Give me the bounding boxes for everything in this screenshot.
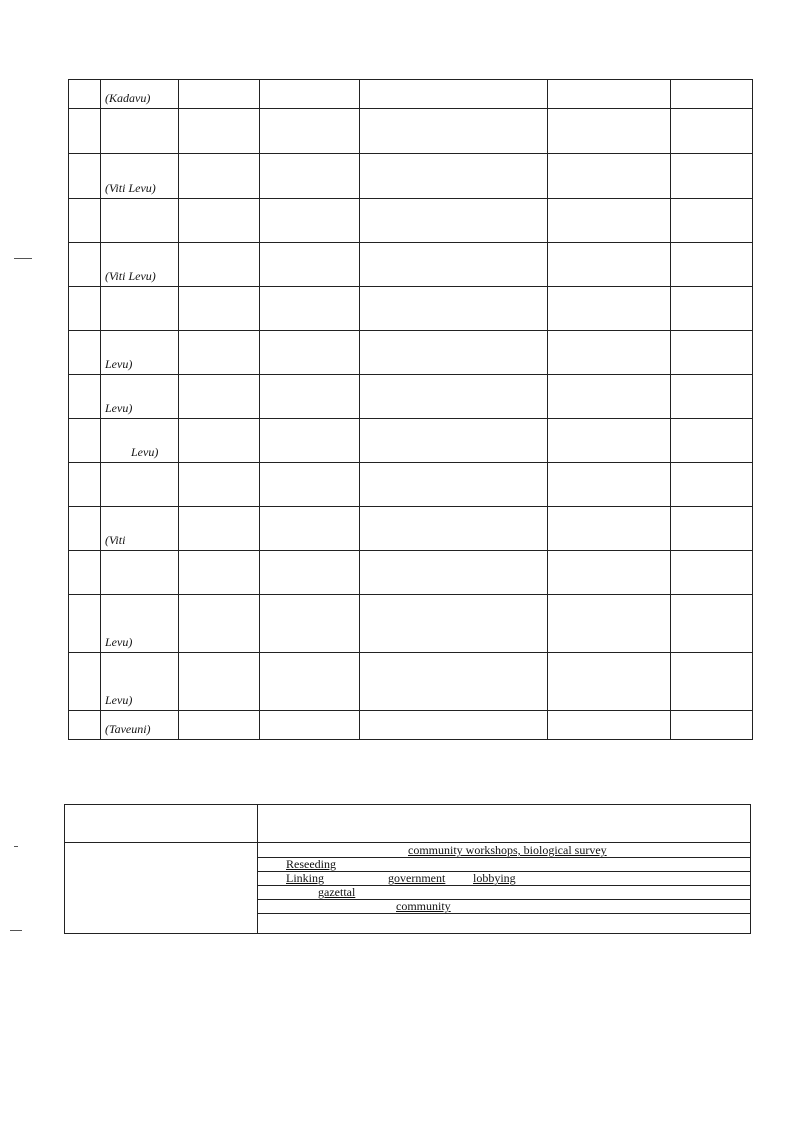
table-cell xyxy=(548,80,671,109)
table-cell xyxy=(260,375,360,419)
table-row xyxy=(69,463,753,507)
table-cell xyxy=(360,507,548,551)
lower-table xyxy=(64,804,751,934)
line-word: government xyxy=(388,871,446,885)
table-cell xyxy=(69,375,101,419)
table-row xyxy=(69,507,753,551)
location-cell xyxy=(101,243,179,287)
location-label: Levu) xyxy=(105,357,133,371)
table-cell xyxy=(69,507,101,551)
line-word: Reseeding xyxy=(286,857,336,871)
location-cell xyxy=(101,419,179,463)
table-cell xyxy=(179,331,260,375)
location-cell xyxy=(101,375,179,419)
table-cell xyxy=(671,80,753,109)
table-row xyxy=(69,551,753,595)
table-cell xyxy=(548,595,671,653)
table-cell xyxy=(69,551,101,595)
table-cell xyxy=(671,243,753,287)
table-cell xyxy=(179,711,260,740)
margin-mark xyxy=(14,846,18,847)
table-cell xyxy=(548,463,671,507)
table-cell xyxy=(548,551,671,595)
line-word: gazettal xyxy=(318,885,356,899)
table-cell xyxy=(671,595,753,653)
text-line xyxy=(258,886,750,900)
table-row xyxy=(69,711,753,740)
location-cell xyxy=(101,154,179,199)
location-cell xyxy=(101,595,179,653)
location-label: Levu) xyxy=(105,635,133,649)
text-line xyxy=(258,914,750,927)
location-cell xyxy=(101,507,179,551)
table-cell xyxy=(671,507,753,551)
table-cell xyxy=(260,653,360,711)
table-row xyxy=(69,331,753,375)
table-cell xyxy=(69,463,101,507)
table-cell xyxy=(179,419,260,463)
table-cell xyxy=(260,243,360,287)
table-cell xyxy=(548,154,671,199)
table-cell xyxy=(179,551,260,595)
table-row xyxy=(69,109,753,154)
table-cell xyxy=(671,154,753,199)
table-row xyxy=(69,595,753,653)
table-cell xyxy=(548,375,671,419)
table-cell xyxy=(260,80,360,109)
line-word: Linking xyxy=(286,871,324,885)
table-cell xyxy=(69,154,101,199)
table-cell xyxy=(179,109,260,154)
text-line xyxy=(258,858,750,872)
table-cell xyxy=(260,109,360,154)
table-cell xyxy=(548,711,671,740)
table-cell xyxy=(548,419,671,463)
table-cell xyxy=(360,154,548,199)
table-cell xyxy=(69,243,101,287)
upper-table xyxy=(68,79,753,740)
location-cell xyxy=(101,711,179,740)
table-cell xyxy=(179,595,260,653)
table-cell xyxy=(671,109,753,154)
location-label: (Taveuni) xyxy=(105,722,151,736)
table-row xyxy=(69,287,753,331)
table-row xyxy=(69,199,753,243)
location-label: Levu) xyxy=(131,445,159,459)
table-cell xyxy=(360,551,548,595)
location-cell xyxy=(101,109,179,154)
table-cell xyxy=(360,711,548,740)
table-cell xyxy=(548,507,671,551)
table-cell xyxy=(548,243,671,287)
table-cell xyxy=(360,463,548,507)
table-cell xyxy=(671,711,753,740)
location-label: Levu) xyxy=(105,401,133,415)
location-cell xyxy=(101,80,179,109)
table-cell xyxy=(260,551,360,595)
table-cell xyxy=(69,80,101,109)
table-cell xyxy=(548,199,671,243)
table-row xyxy=(69,243,753,287)
line-word: lobbying xyxy=(473,871,516,885)
table-cell xyxy=(69,595,101,653)
table-cell xyxy=(671,653,753,711)
text-line xyxy=(258,844,750,858)
text-line xyxy=(258,900,750,914)
margin-mark xyxy=(14,258,32,259)
location-label: (Kadavu) xyxy=(105,91,151,105)
location-label: (Viti Levu) xyxy=(105,269,156,283)
table-cell xyxy=(360,243,548,287)
location-cell xyxy=(101,463,179,507)
table-cell xyxy=(671,419,753,463)
table-cell xyxy=(260,711,360,740)
table-cell xyxy=(260,419,360,463)
location-cell xyxy=(101,287,179,331)
location-label: Levu) xyxy=(105,693,133,707)
location-cell xyxy=(101,653,179,711)
table-cell xyxy=(671,463,753,507)
table-cell xyxy=(69,109,101,154)
location-cell xyxy=(101,331,179,375)
table-cell xyxy=(548,653,671,711)
table-row xyxy=(69,80,753,109)
table-cell xyxy=(548,109,671,154)
margin-mark xyxy=(10,930,22,931)
table-cell xyxy=(671,375,753,419)
table-cell xyxy=(360,653,548,711)
table-row xyxy=(69,419,753,463)
location-label: (Viti xyxy=(105,533,126,547)
line-word: community workshops, biological survey xyxy=(408,843,607,857)
line-word: community xyxy=(396,899,451,913)
table-row xyxy=(69,154,753,199)
lower-header-left xyxy=(65,805,258,843)
table-cell xyxy=(671,287,753,331)
table-cell xyxy=(69,419,101,463)
table-cell xyxy=(260,507,360,551)
table-cell xyxy=(179,375,260,419)
table-row xyxy=(69,375,753,419)
table-cell xyxy=(69,287,101,331)
table-cell xyxy=(360,375,548,419)
table-cell xyxy=(179,507,260,551)
table-cell xyxy=(179,243,260,287)
location-cell xyxy=(101,551,179,595)
table-cell xyxy=(260,199,360,243)
table-cell xyxy=(360,199,548,243)
table-cell xyxy=(671,551,753,595)
location-label: (Viti Levu) xyxy=(105,181,156,195)
table-cell xyxy=(260,463,360,507)
table-cell xyxy=(179,199,260,243)
table-cell xyxy=(671,331,753,375)
table-cell xyxy=(260,287,360,331)
table-cell xyxy=(179,463,260,507)
table-cell xyxy=(671,199,753,243)
table-cell xyxy=(69,711,101,740)
table-cell xyxy=(260,331,360,375)
text-line xyxy=(258,872,750,886)
table-cell xyxy=(360,595,548,653)
lower-body-left xyxy=(65,843,258,934)
table-cell xyxy=(179,80,260,109)
lower-body-right xyxy=(258,843,751,934)
table-cell xyxy=(179,287,260,331)
table-cell xyxy=(360,80,548,109)
table-cell xyxy=(179,653,260,711)
table-cell xyxy=(548,331,671,375)
lower-header-right xyxy=(258,805,751,843)
table-cell xyxy=(360,109,548,154)
table-cell xyxy=(360,331,548,375)
table-cell xyxy=(69,331,101,375)
table-cell xyxy=(179,154,260,199)
table-cell xyxy=(69,653,101,711)
table-cell xyxy=(360,419,548,463)
table-cell xyxy=(360,287,548,331)
location-cell xyxy=(101,199,179,243)
table-cell xyxy=(69,199,101,243)
table-cell xyxy=(260,154,360,199)
table-cell xyxy=(260,595,360,653)
table-cell xyxy=(548,287,671,331)
table-row xyxy=(69,653,753,711)
